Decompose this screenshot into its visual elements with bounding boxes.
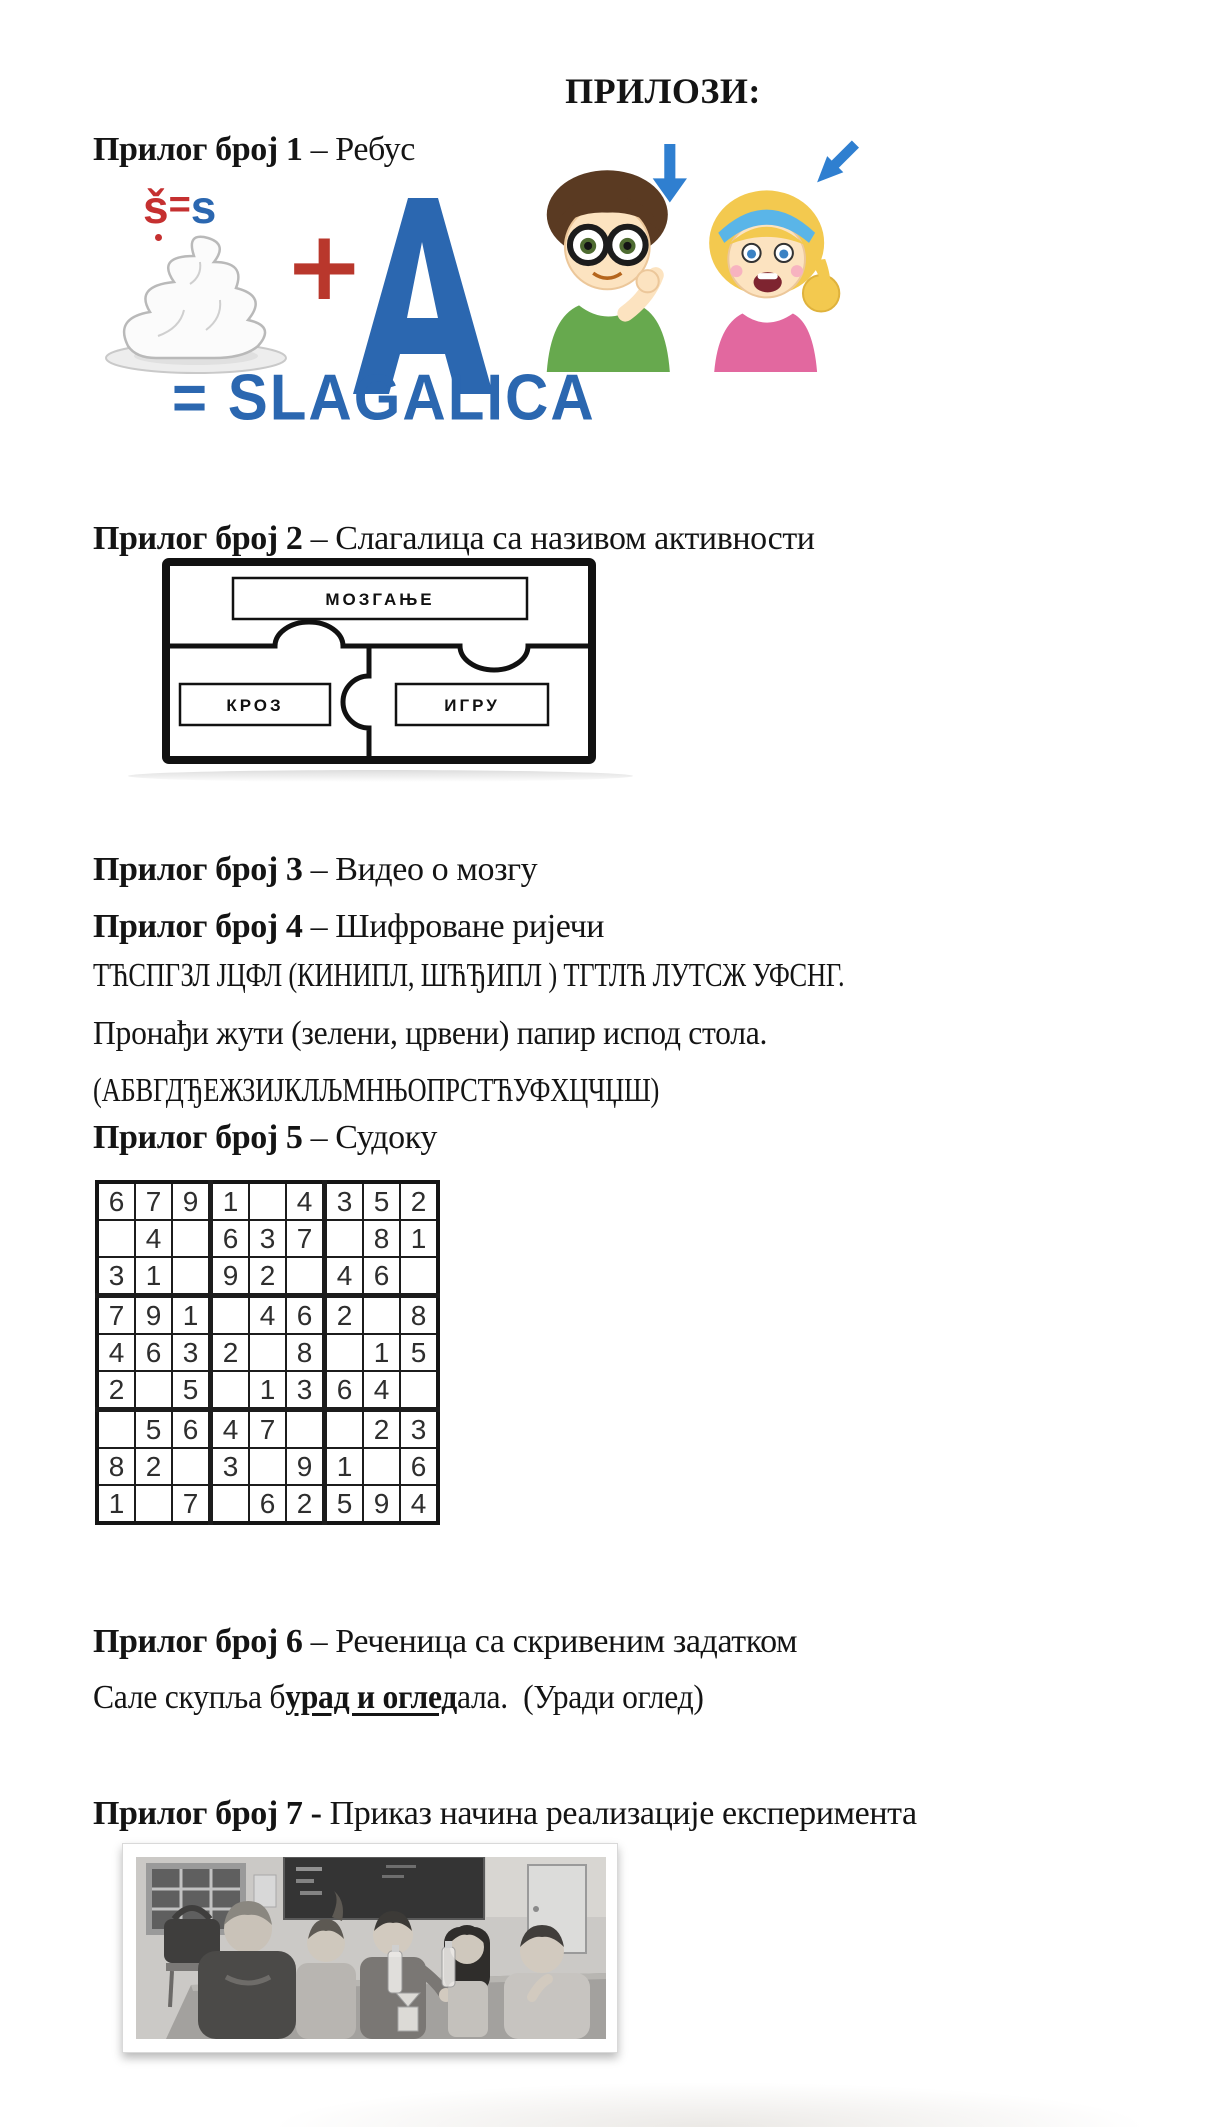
sudoku-cell: 6: [172, 1410, 211, 1449]
sudoku-cell: [97, 1410, 135, 1449]
section-1-heading: [93, 131, 415, 169]
puzzle-right-label: ИГРУ: [444, 696, 500, 715]
sudoku-cell: 7: [135, 1182, 172, 1220]
sentence-hidden-task: урад и оглед: [285, 1679, 458, 1716]
sudoku-cell: 6: [135, 1334, 172, 1371]
rebus-answer-word: SLAGALICA: [227, 361, 596, 434]
section-5-description: – Судоку: [302, 1119, 437, 1156]
section-1-label: Прилог број 1: [93, 131, 303, 168]
sudoku-cell: 2: [249, 1257, 286, 1296]
sudoku-cell: 4: [325, 1257, 364, 1296]
sudoku-cell: 9: [211, 1257, 250, 1296]
sudoku-cell: 7: [172, 1485, 211, 1523]
sudoku-cell: 6: [400, 1448, 438, 1485]
section-6-heading: [93, 1623, 797, 1661]
section-2-description: – Слагалица са називом активности: [302, 520, 815, 557]
sudoku-cell: [135, 1485, 172, 1523]
sudoku-row: [97, 1220, 438, 1257]
rebus-hint-to: s: [190, 181, 217, 233]
sudoku-cell: 2: [400, 1182, 438, 1220]
sudoku-cell: 8: [97, 1448, 135, 1485]
sudoku-section: [95, 1180, 440, 1525]
sudoku-row: [97, 1410, 438, 1449]
puzzle-top-label: МОЗГАЊЕ: [325, 590, 435, 609]
sudoku-cell: [249, 1448, 286, 1485]
sudoku-row: [97, 1182, 438, 1220]
sudoku-cell: 3: [325, 1182, 364, 1220]
sudoku-cell: [400, 1257, 438, 1296]
sudoku-cell: [211, 1371, 250, 1410]
sudoku-cell: [172, 1220, 211, 1257]
sudoku-cell: 5: [400, 1334, 438, 1371]
sudoku-cell: 3: [249, 1220, 286, 1257]
sudoku-cell: 2: [97, 1371, 135, 1410]
sudoku-cell: [286, 1257, 325, 1296]
sudoku-cell: 2: [135, 1448, 172, 1485]
sudoku-cell: 7: [97, 1296, 135, 1335]
section-5-label: Прилог број 5: [93, 1119, 303, 1156]
sudoku-cell: 1: [363, 1334, 400, 1371]
sudoku-cell: [325, 1220, 364, 1257]
section-2-heading: [93, 520, 815, 558]
sudoku-cell: [286, 1410, 325, 1449]
hidden-sentence-line: [93, 1679, 704, 1717]
sudoku-cell: 1: [211, 1182, 250, 1220]
sudoku-cell: 3: [400, 1410, 438, 1449]
girl-figure: [709, 190, 839, 372]
section-7-description: Приказ начина реализације експеримента: [321, 1795, 917, 1832]
sudoku-cell: [363, 1448, 400, 1485]
sudoku-cell: [363, 1296, 400, 1335]
whipped-cream-illustration: [94, 214, 298, 376]
sudoku-cell: 1: [249, 1371, 286, 1410]
section-4-label: Прилог број 4: [93, 908, 303, 945]
sudoku-cell: 8: [400, 1296, 438, 1335]
page-bottom-shadow: [270, 2082, 1150, 2127]
section-3-description: – Видео о мозгу: [302, 851, 538, 888]
section-5-heading: [93, 1119, 437, 1157]
sudoku-cell: 8: [363, 1220, 400, 1257]
sudoku-cell: 2: [211, 1334, 250, 1371]
sudoku-row: [97, 1334, 438, 1371]
sudoku-cell: 5: [135, 1410, 172, 1449]
sudoku-cell: 6: [286, 1296, 325, 1335]
section-4-heading: [93, 908, 604, 946]
section-4-description: – Шифроване ријечи: [302, 908, 605, 945]
sudoku-row: [97, 1448, 438, 1485]
sudoku-cell: [249, 1334, 286, 1371]
rebus-equals-sign: =: [172, 361, 210, 434]
sudoku-cell: 7: [249, 1410, 286, 1449]
page-title: ПРИЛОЗИ:: [565, 71, 761, 111]
sudoku-cell: 3: [211, 1448, 250, 1485]
sudoku-cell: 4: [135, 1220, 172, 1257]
cipher-decoded-line: Пронађи жути (зелени, црвени) папир испод стола.: [93, 1015, 768, 1052]
sudoku-cell: 2: [363, 1410, 400, 1449]
sudoku-cell: 6: [325, 1371, 364, 1410]
sudoku-cell: [211, 1485, 250, 1523]
sudoku-cell: 2: [286, 1485, 325, 1523]
puzzle-shadow: [128, 770, 633, 782]
sudoku-cell: 3: [172, 1334, 211, 1371]
sudoku-row: [97, 1296, 438, 1335]
sudoku-cell: 5: [325, 1485, 364, 1523]
sudoku-cell: 6: [97, 1182, 135, 1220]
section-1-description: – Ребус: [302, 131, 415, 168]
sudoku-grid: [95, 1180, 440, 1525]
sudoku-row: [97, 1257, 438, 1296]
section-6-description: – Реченица са скривеним задатком: [302, 1623, 798, 1660]
sudoku-cell: 2: [325, 1296, 364, 1335]
sudoku-cell: [249, 1182, 286, 1220]
sudoku-cell: 9: [135, 1296, 172, 1335]
sudoku-cell: 4: [97, 1334, 135, 1371]
sentence-prefix: Сале скупља б: [93, 1679, 286, 1716]
section-7-heading: [93, 1795, 917, 1833]
sudoku-cell: 4: [249, 1296, 286, 1335]
sudoku-cell: 9: [286, 1448, 325, 1485]
puzzle-illustration: [162, 558, 598, 766]
sudoku-cell: 7: [286, 1220, 325, 1257]
sudoku-cell: [325, 1334, 364, 1371]
rebus-hint-equals: =: [168, 184, 191, 226]
sudoku-cell: [400, 1371, 438, 1410]
section-7-label: Прилог број 7 -: [93, 1795, 322, 1832]
sudoku-cell: 4: [211, 1410, 250, 1449]
cipher-encoded-line: ТЋСПГЗЛ ЈЦФЛ (КИНИПЛ, ШЋЂИПЛ ) ТГТЛЋ ЛУТСЖ УФСНГ.: [93, 957, 845, 994]
sudoku-cell: 4: [400, 1485, 438, 1523]
rebus-plus-sign: +: [284, 210, 365, 322]
section-6-label: Прилог број 6: [93, 1623, 303, 1660]
sudoku-cell: [172, 1448, 211, 1485]
section-3-heading: [93, 851, 537, 889]
sudoku-cell: 6: [211, 1220, 250, 1257]
sentence-suffix: ала.: [457, 1679, 508, 1716]
sudoku-cell: 1: [400, 1220, 438, 1257]
sudoku-cell: 5: [172, 1371, 211, 1410]
sudoku-cell: 8: [286, 1334, 325, 1371]
sudoku-cell: 6: [363, 1257, 400, 1296]
arrow-diagonal-icon: [817, 144, 855, 182]
sudoku-cell: 3: [97, 1257, 135, 1296]
experiment-photo-illustration: [136, 1857, 606, 2039]
section-3-label: Прилог број 3: [93, 851, 303, 888]
sudoku-row: [97, 1485, 438, 1523]
sudoku-cell: 5: [363, 1182, 400, 1220]
sudoku-cell: 9: [363, 1485, 400, 1523]
sudoku-grid-body: [97, 1182, 438, 1523]
sudoku-cell: 3: [286, 1371, 325, 1410]
puzzle-left-label: КРОЗ: [226, 696, 284, 715]
sudoku-cell: 1: [172, 1296, 211, 1335]
sudoku-cell: 4: [286, 1182, 325, 1220]
sudoku-cell: 6: [249, 1485, 286, 1523]
cream-swirl: [124, 237, 265, 358]
sudoku-cell: 4: [363, 1371, 400, 1410]
section-2-label: Прилог број 2: [93, 520, 303, 557]
sudoku-cell: 1: [325, 1448, 364, 1485]
boy-figure: [547, 170, 670, 372]
rebus-hint-from: š: [143, 181, 169, 233]
sudoku-cell: [325, 1410, 364, 1449]
sudoku-row: [97, 1371, 438, 1410]
sudoku-cell: 1: [97, 1485, 135, 1523]
sudoku-cell: [97, 1220, 135, 1257]
sudoku-cell: [135, 1371, 172, 1410]
sudoku-cell: 1: [135, 1257, 172, 1296]
sudoku-cell: [172, 1257, 211, 1296]
kids-illustration: [512, 140, 868, 372]
sudoku-cell: 9: [172, 1182, 211, 1220]
experiment-photo: [122, 1843, 618, 2053]
sentence-answer: (Уради оглед): [507, 1679, 704, 1716]
rebus-answer: [172, 360, 596, 435]
sudoku-cell: [211, 1296, 250, 1335]
cipher-alphabet-line: (АБВГДЂЕЖЗИЈКЛЉМНЊОПРСТЋУФХЦЧЏШ): [93, 1072, 660, 1109]
